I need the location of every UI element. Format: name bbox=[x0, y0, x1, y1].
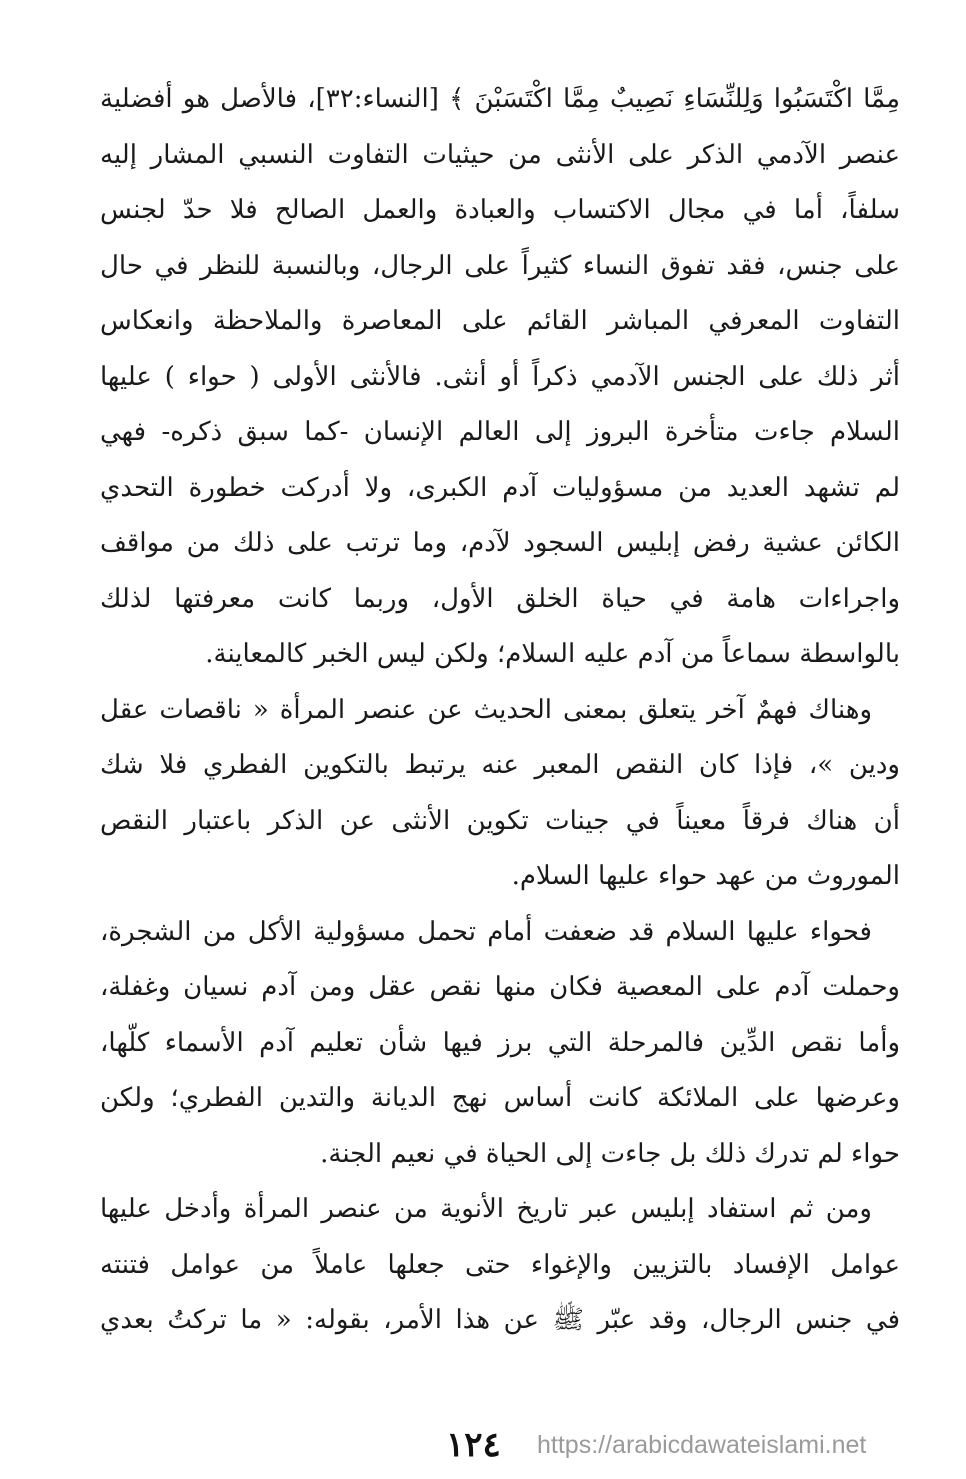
text-line: بالواسطة سماعاً من آدم عليه السلام؛ ولكن ليس الخبر كالمعاينة. bbox=[205, 639, 900, 669]
text-line: وحملت آدم على المعصية فكان منها نقص عقل ومن آدم نسيان وغفلة، bbox=[100, 972, 900, 1002]
text-line: وعرضها على الملائكة كانت أساس نهج الديانة والتدين الفطري؛ ولكن bbox=[100, 1083, 900, 1113]
text-line: على جنس، فقد تفوق النساء كثيراً على الرجال، وبالنسبة للنظر في حال bbox=[100, 250, 900, 281]
text-line: لم تشهد العديد من مسؤوليات آدم الكبرى، ولا أدركت خطورة التحدي bbox=[100, 472, 900, 503]
text-line: أثر ذلك على الجنس الآدمي ذكراً أو أنثى. فالأنثى الأولى ( حواء ) عليها bbox=[100, 361, 900, 392]
text-line: عنصر الآدمي الذكر على الأنثى من حيثيات التفاوت النسبي المشار إليه bbox=[100, 139, 900, 170]
text-line: التفاوت المعرفي المباشر القائم على المعاصرة والملاحظة وانعكاس bbox=[100, 306, 900, 336]
text-line: في جنس الرجال، وقد عبّر ﷺ عن هذا الأمر، بقوله: « ما تركتُ بعدي bbox=[100, 1305, 900, 1335]
website-url[interactable]: https://arabicdawateislami.net bbox=[537, 1431, 867, 1459]
text-line: واجراءات هامة في حياة الخلق الأول، وربما كانت معرفتها لذلك bbox=[100, 583, 900, 614]
text-line: مِمَّا اكْتَسَبُوا وَلِلنِّسَاءِ نَصِيبٌ مِمَّا اكْتَسَبْنَ ﴾ [النساء:٣٢]، فالأصل هو أفضلية bbox=[100, 84, 900, 114]
text-line: وأما نقص الدِّين فالمرحلة التي برز فيها شأن تعليم آدم الأسماء كلّها، bbox=[100, 1027, 900, 1058]
page-footer bbox=[0, 1425, 966, 1465]
text-line: أن هناك فرقاً معيناً في جينات تكوين الأنثى عن الذكر باعتبار النقص bbox=[100, 805, 900, 836]
text-line: ودين »، فإذا كان النقص المعبر عنه يرتبط بالتكوين الفطري فلا شك bbox=[100, 750, 900, 780]
page-number: ١٢٤ bbox=[446, 1425, 501, 1465]
text-line: عوامل الإفساد بالتزيين والإغواء حتى جعلها عاملاً من عوامل فتنته bbox=[100, 1249, 900, 1280]
text-line: فحواء عليها السلام قد ضعفت أمام تحمل مسؤولية الأكل من الشجرة، bbox=[100, 916, 872, 947]
text-line: وهناك فهمٌ آخر يتعلق بمعنى الحديث عن عنصر المرأة « ناقصات عقل bbox=[100, 694, 872, 725]
text-line: السلام جاءت متأخرة البروز إلى العالم الإنسان -كما سبق ذكره- فهي bbox=[100, 417, 900, 447]
text-line: سلفاً، أما في مجال الاكتساب والعبادة والعمل الصالح فلا حدّ لجنس bbox=[100, 195, 900, 225]
text-line: الموروث من عهد حواء عليها السلام. bbox=[511, 861, 900, 891]
page-body bbox=[100, 72, 900, 1349]
text-line: حواء لم تدرك ذلك بل جاءت إلى الحياة في نعيم الجنة. bbox=[320, 1138, 900, 1169]
text-line: الكائن عشية رفض إبليس السجود لآدم، وما ترتب على ذلك من مواقف bbox=[100, 528, 900, 558]
text-line: ومن ثم استفاد إبليس عبر تاريخ الأنوية من عنصر المرأة وأدخل عليها bbox=[100, 1194, 872, 1224]
